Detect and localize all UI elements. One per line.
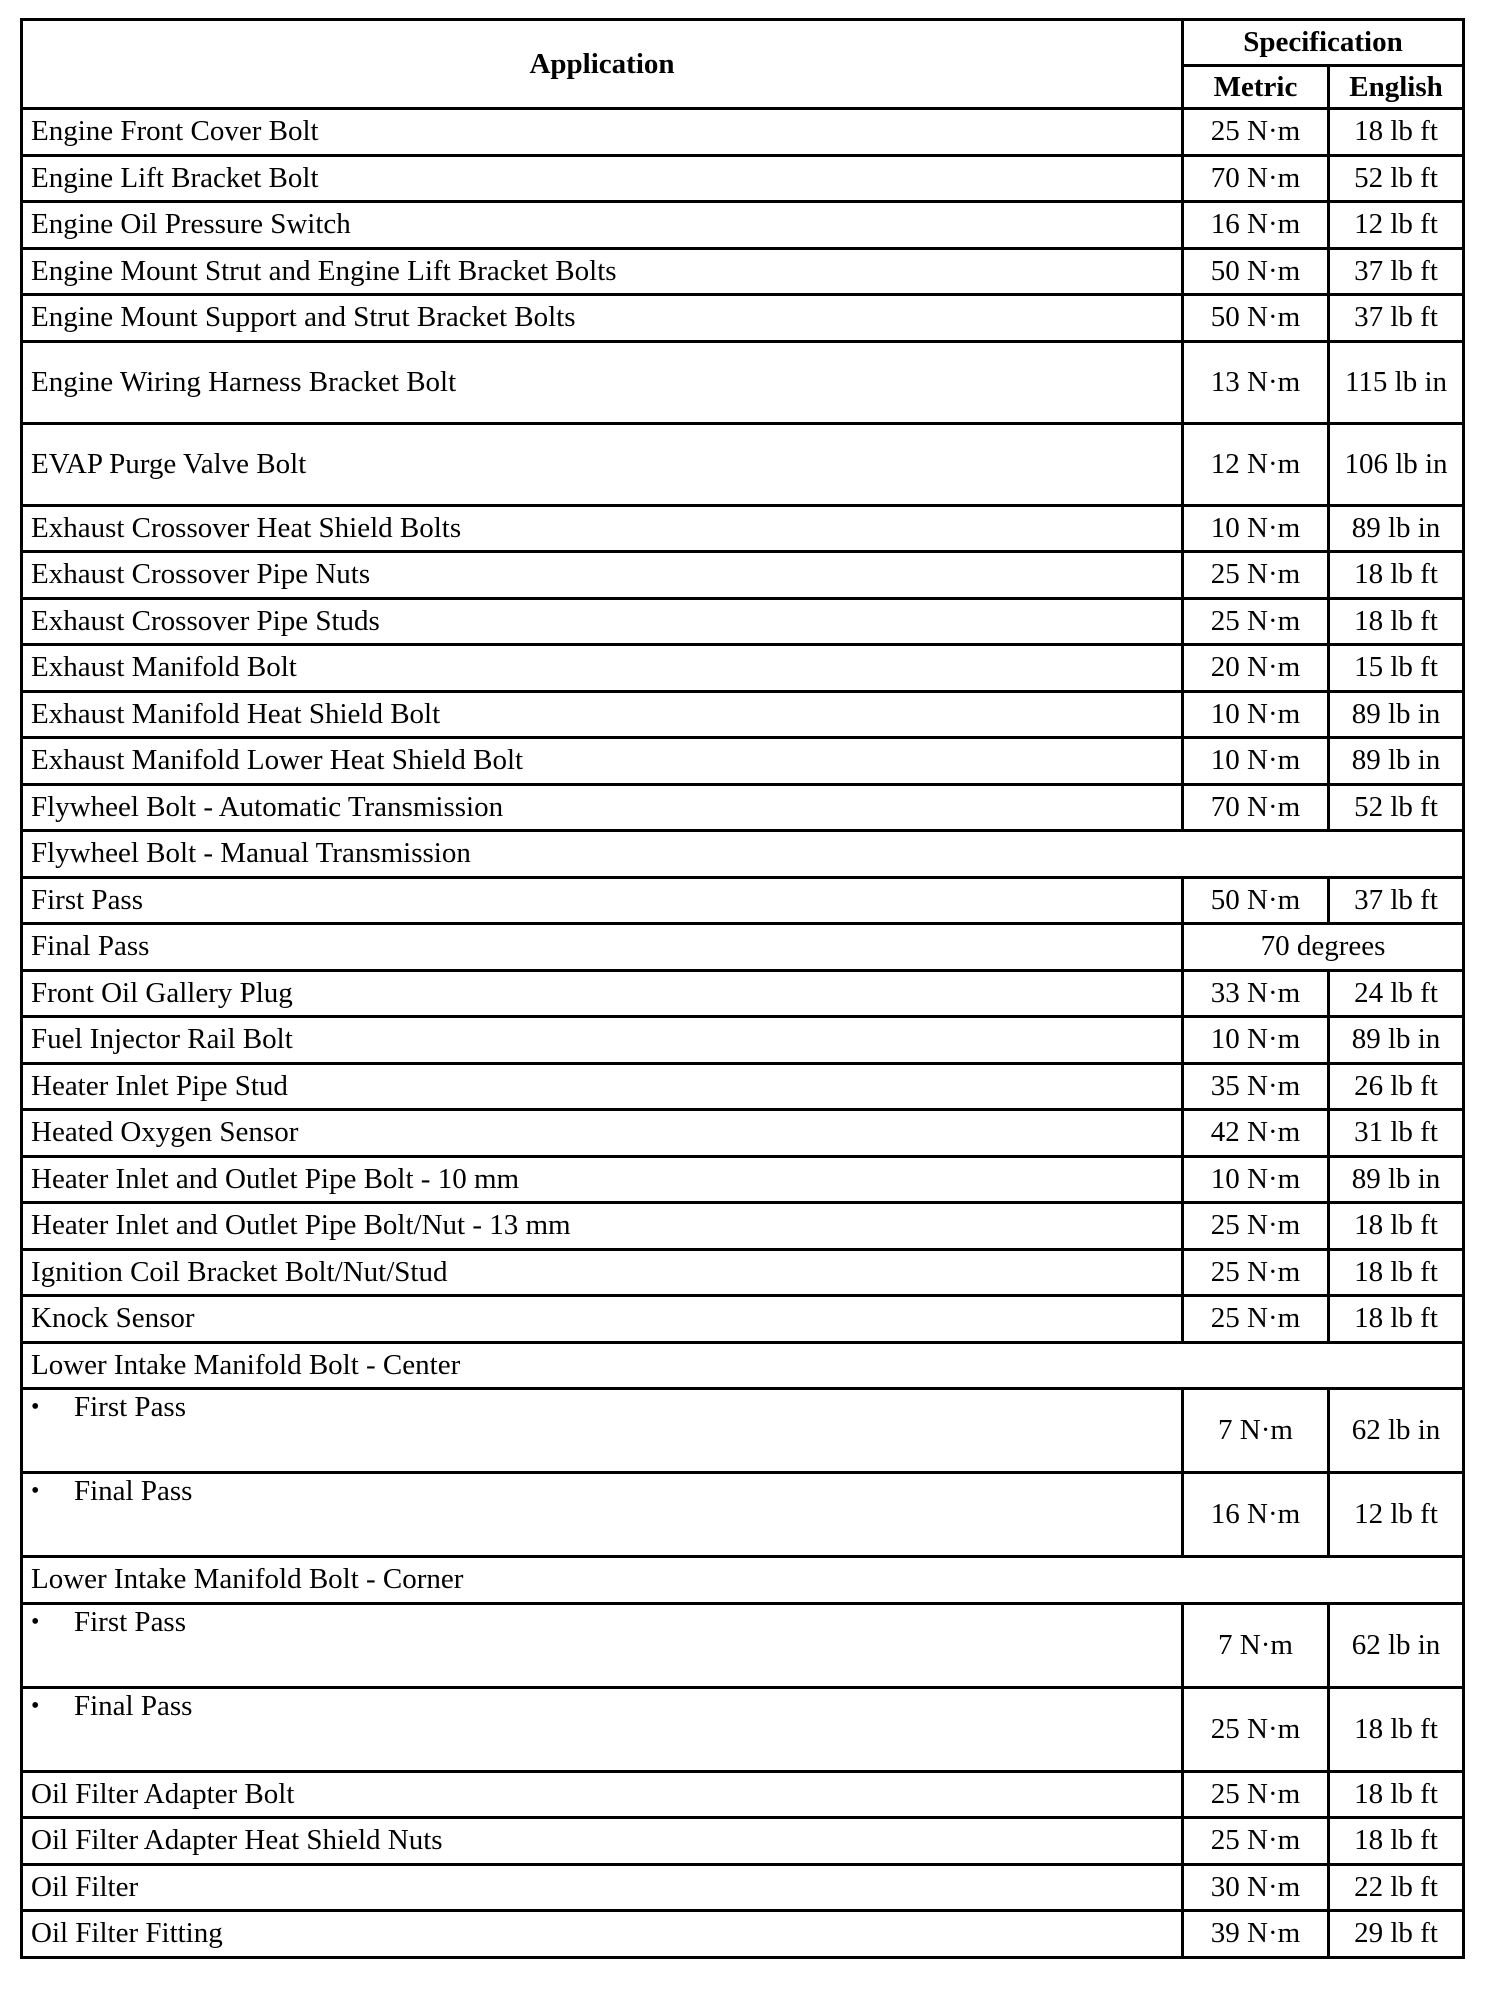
english-cell: 37 lb ft [1329,295,1464,342]
application-cell: Ignition Coil Bracket Bolt/Nut/Stud [22,1249,1183,1296]
table-row [22,924,1464,971]
metric-cell: 25 N·m [1183,1296,1329,1343]
bullet-icon: • [31,1478,40,1504]
english-cell: 12 lb ft [1329,202,1464,249]
english-cell: 18 lb ft [1329,1687,1464,1771]
application-cell: Oil Filter Adapter Bolt [22,1771,1183,1818]
table-group-row [22,1342,1464,1389]
application-cell: Engine Oil Pressure Switch [22,202,1183,249]
metric-cell: 50 N·m [1183,295,1329,342]
metric-cell: 25 N·m [1183,1687,1329,1771]
table-row [22,1771,1464,1818]
table-row [22,1687,1464,1771]
english-cell: 106 lb in [1329,423,1464,505]
table-row [22,109,1464,156]
english-cell: 89 lb in [1329,1017,1464,1064]
table-row [22,248,1464,295]
metric-cell: 10 N·m [1183,691,1329,738]
english-cell: 89 lb in [1329,505,1464,552]
metric-column-header: Metric [1183,66,1329,109]
table-group-row [22,1557,1464,1604]
english-cell: 89 lb in [1329,738,1464,785]
table-row [22,1203,1464,1250]
metric-cell: 35 N·m [1183,1063,1329,1110]
application-cell: Heater Inlet and Outlet Pipe Bolt - 10 mm [22,1156,1183,1203]
metric-cell: 12 N·m [1183,423,1329,505]
application-cell: Oil Filter [22,1864,1183,1911]
application-cell [22,1603,1183,1687]
english-cell: 18 lb ft [1329,1296,1464,1343]
english-cell: 15 lb ft [1329,645,1464,692]
table-row [22,155,1464,202]
table-row [22,970,1464,1017]
metric-cell: 25 N·m [1183,109,1329,156]
english-cell: 29 lb ft [1329,1911,1464,1958]
metric-cell: 16 N·m [1183,1473,1329,1557]
english-cell: 18 lb ft [1329,1203,1464,1250]
english-cell: 18 lb ft [1329,1249,1464,1296]
application-cell: Engine Mount Strut and Engine Lift Bracket Bolts [22,248,1183,295]
application-cell: Oil Filter Adapter Heat Shield Nuts [22,1818,1183,1865]
english-cell: 18 lb ft [1329,1818,1464,1865]
english-cell: 52 lb ft [1329,155,1464,202]
english-cell: 37 lb ft [1329,877,1464,924]
application-cell: Exhaust Manifold Lower Heat Shield Bolt [22,738,1183,785]
table-row [22,1818,1464,1865]
table-row [22,1603,1464,1687]
application-cell: First Pass [22,877,1183,924]
application-cell [22,1687,1183,1771]
application-cell: Knock Sensor [22,1296,1183,1343]
table-row [22,645,1464,692]
table-row [22,202,1464,249]
english-cell: 115 lb in [1329,341,1464,423]
metric-cell: 25 N·m [1183,1818,1329,1865]
metric-cell: 70 N·m [1183,784,1329,831]
metric-cell: 7 N·m [1183,1389,1329,1473]
metric-cell: 50 N·m [1183,877,1329,924]
application-cell [22,1389,1183,1473]
english-cell: 22 lb ft [1329,1864,1464,1911]
english-cell: 62 lb in [1329,1603,1464,1687]
application-cell: EVAP Purge Valve Bolt [22,423,1183,505]
table-row [22,738,1464,785]
application-cell: Heated Oxygen Sensor [22,1110,1183,1157]
english-cell: 89 lb in [1329,691,1464,738]
table-row [22,691,1464,738]
table-row [22,295,1464,342]
table-row [22,1249,1464,1296]
application-cell: Heater Inlet Pipe Stud [22,1063,1183,1110]
metric-cell: 10 N·m [1183,1156,1329,1203]
english-cell: 18 lb ft [1329,109,1464,156]
metric-cell: 42 N·m [1183,1110,1329,1157]
table-row [22,1864,1464,1911]
bullet-icon: • [31,1394,40,1420]
application-cell: Engine Lift Bracket Bolt [22,155,1183,202]
table-row [22,505,1464,552]
table-row [22,1063,1464,1110]
table-group-row [22,831,1464,878]
english-cell: 18 lb ft [1329,1771,1464,1818]
english-cell: 37 lb ft [1329,248,1464,295]
english-cell: 52 lb ft [1329,784,1464,831]
table-row [22,1473,1464,1557]
application-cell: Engine Mount Support and Strut Bracket Bolts [22,295,1183,342]
metric-cell: 33 N·m [1183,970,1329,1017]
metric-cell: 7 N·m [1183,1603,1329,1687]
application-label: First Pass [74,1605,187,1638]
application-cell: Engine Front Cover Bolt [22,109,1183,156]
application-cell [22,1473,1183,1557]
metric-cell: 13 N·m [1183,341,1329,423]
application-cell: Exhaust Crossover Heat Shield Bolts [22,505,1183,552]
table-row [22,598,1464,645]
torque-specification-table [20,18,1465,1959]
application-cell: Oil Filter Fitting [22,1911,1183,1958]
application-cell: Exhaust Manifold Heat Shield Bolt [22,691,1183,738]
metric-cell: 10 N·m [1183,738,1329,785]
table-row [22,1389,1464,1473]
application-cell: Flywheel Bolt - Automatic Transmission [22,784,1183,831]
application-label: First Pass [74,1391,187,1423]
combined-spec-cell: 70 degrees [1183,924,1464,971]
english-cell: 26 lb ft [1329,1063,1464,1110]
bullet-icon: • [31,1692,40,1719]
table-row [22,1296,1464,1343]
table-row [22,784,1464,831]
application-cell: Exhaust Manifold Bolt [22,645,1183,692]
metric-cell: 25 N·m [1183,552,1329,599]
english-cell: 18 lb ft [1329,552,1464,599]
english-cell: 89 lb in [1329,1156,1464,1203]
table-row [22,877,1464,924]
table-row [22,1017,1464,1064]
table-row [22,341,1464,423]
english-cell: 31 lb ft [1329,1110,1464,1157]
application-cell: Heater Inlet and Outlet Pipe Bolt/Nut - 13 mm [22,1203,1183,1250]
application-cell: Final Pass [22,924,1183,971]
application-cell: Exhaust Crossover Pipe Studs [22,598,1183,645]
application-cell: Front Oil Gallery Plug [22,970,1183,1017]
group-heading-cell: Lower Intake Manifold Bolt - Center [22,1342,1464,1389]
application-cell: Fuel Injector Rail Bolt [22,1017,1183,1064]
metric-cell: 10 N·m [1183,505,1329,552]
metric-cell: 70 N·m [1183,155,1329,202]
bullet-icon: • [31,1608,40,1635]
metric-cell: 50 N·m [1183,248,1329,295]
metric-cell: 20 N·m [1183,645,1329,692]
english-cell: 24 lb ft [1329,970,1464,1017]
metric-cell: 25 N·m [1183,1771,1329,1818]
english-cell: 18 lb ft [1329,598,1464,645]
metric-cell: 10 N·m [1183,1017,1329,1064]
specification-column-header: Specification [1183,20,1464,66]
application-cell: Exhaust Crossover Pipe Nuts [22,552,1183,599]
english-column-header: English [1329,66,1464,109]
metric-cell: 25 N·m [1183,598,1329,645]
application-column-header: Application [22,20,1183,109]
application-label: Final Pass [74,1475,193,1507]
metric-cell: 25 N·m [1183,1203,1329,1250]
group-heading-cell: Lower Intake Manifold Bolt - Corner [22,1557,1464,1604]
metric-cell: 16 N·m [1183,202,1329,249]
table-row [22,423,1464,505]
metric-cell: 39 N·m [1183,1911,1329,1958]
english-cell: 62 lb in [1329,1389,1464,1473]
english-cell: 12 lb ft [1329,1473,1464,1557]
table-row [22,1911,1464,1958]
table-row [22,1110,1464,1157]
group-heading-cell: Flywheel Bolt - Manual Transmission [22,831,1464,878]
metric-cell: 30 N·m [1183,1864,1329,1911]
metric-cell: 25 N·m [1183,1249,1329,1296]
application-label: Final Pass [74,1689,193,1722]
table-row [22,1156,1464,1203]
application-cell: Engine Wiring Harness Bracket Bolt [22,341,1183,423]
table-row [22,552,1464,599]
